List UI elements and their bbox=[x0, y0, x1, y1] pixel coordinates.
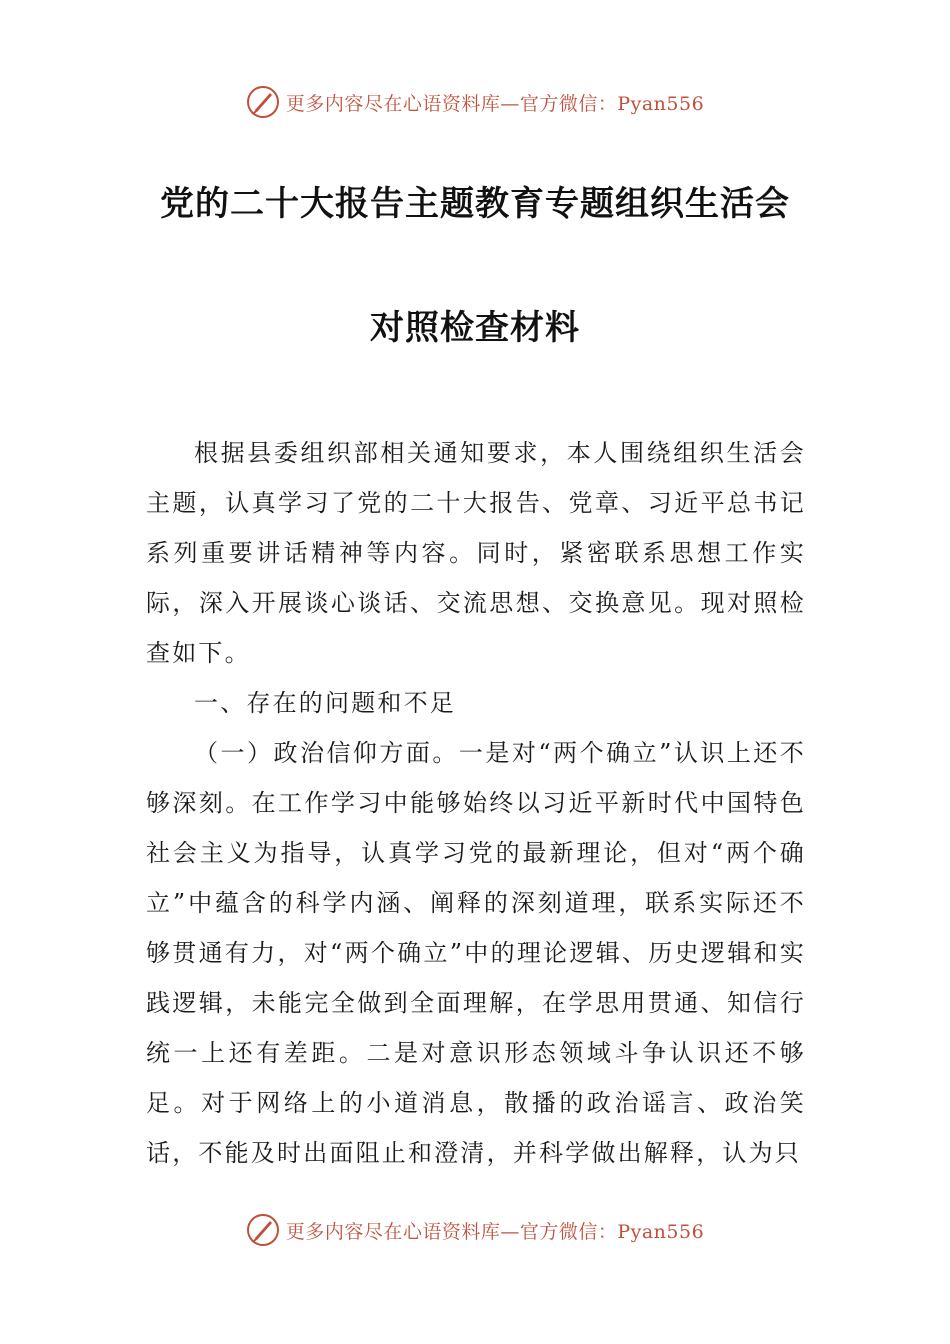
document-body bbox=[146, 428, 806, 1178]
watermark-text: 更多内容尽在心语资料库—官方微信：Pyan556 bbox=[285, 92, 705, 115]
body-paragraph: （一）政治信仰方面。一是对“两个确立”认识上还不够深刻。在工作学习中能够始终以习近平新时代中国特色社会主义为指导，认真学习党的最新理论，但对“两个确立”中蕴含的科学内涵、阐释的深刻道理，联系实际还不够贯通有力，对“两个确立”中的理论逻辑、历史逻辑和实践逻辑，未能完全做到全面理解，在学思用贯通、知信行统一上还有差距。二是对意识形态领域斗争认识还不够足。对于网络上的小道消息，散播的政治谣言、政治笑话，不能及时出面阻止和澄清，并科学做出解释，认为只 bbox=[146, 739, 806, 1167]
watermark-banner-top bbox=[0, 82, 950, 122]
document-title-line-1: 党的二十大报告主题教育专题组织生活会 bbox=[160, 184, 790, 224]
section-heading: 一、存在的问题和不足 bbox=[194, 689, 456, 717]
watermark-text: 更多内容尽在心语资料库—官方微信：Pyan556 bbox=[285, 1220, 705, 1243]
intro-paragraph: 根据县委组织部相关通知要求，本人围绕组织生活会主题，认真学习了党的二十大报告、党章、习近平总书记系列重要讲话精神等内容。同时，紧密联系思想工作实际，深入开展谈心谈话、交流思想、交换意见。现对照检查如下。 bbox=[146, 439, 806, 667]
quill-logo-icon bbox=[246, 85, 280, 119]
document-title-line-2: 对照检查材料 bbox=[370, 308, 580, 348]
quill-logo-icon bbox=[246, 1213, 280, 1247]
watermark-banner-bottom bbox=[0, 1210, 950, 1250]
